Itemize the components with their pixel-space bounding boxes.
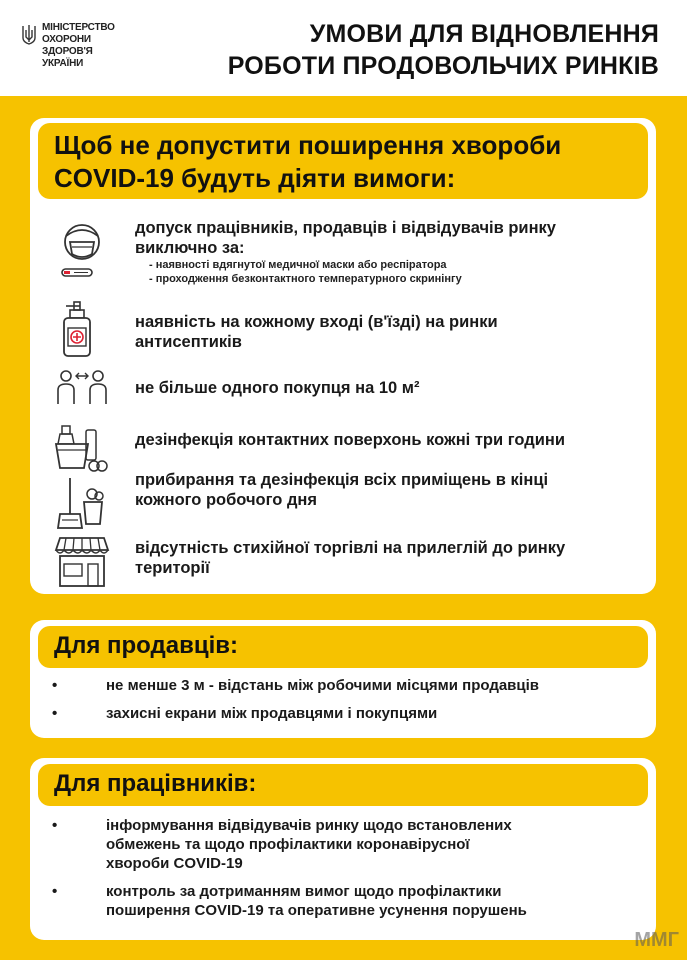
- ministry-logo: [22, 22, 115, 70]
- ministry-name: МІНІСТЕРСТВО ОХОРОНИ ЗДОРОВ'Я УКРАЇНИ: [42, 22, 115, 69]
- social-distance-icon: [52, 364, 112, 424]
- requirement-item: наявність на кожному вході (в'їзді) на ринки антисептиків: [30, 304, 656, 364]
- requirements-heading-box: [38, 123, 648, 199]
- header: [0, 0, 687, 96]
- requirement-item: не більше одного покупця на 10 м²: [30, 366, 656, 426]
- sanitizer-bottle-icon: [52, 300, 112, 360]
- market-stall-icon: [52, 534, 112, 594]
- requirement-item: допуск працівників, продавців і відвідувачів ринку виключно за: - наявності вдягнутої медичної маски або респіратора - проходження безконтактного температурного скринінгу: [30, 218, 656, 278]
- requirements-heading: Щоб не допустити поширення хвороби COVID-19 будуть діяти вимоги:: [54, 130, 562, 193]
- sellers-heading: Для продавців:: [54, 632, 239, 659]
- workers-heading-box: [38, 764, 648, 806]
- workers-card: Для працівників: • інформування відвідувачів ринку щодо встановлених обмежень та щодо профілактики коронавірусної хвороби COVID-19 • контроль за дотриманням вимог щодо профілактики поширення COVID-19 та оперативне усунення порушень: [30, 758, 656, 940]
- mask-face-thermometer-icon: [52, 220, 112, 280]
- page-title: УМОВИ ДЛЯ ВІДНОВЛЕННЯ РОБОТИ ПРОДОВОЛЬЧИХ РИНКІВ: [227, 20, 659, 80]
- requirement-item: відсутність стихійної торгівлі на прилеглій до ринку території: [30, 538, 656, 598]
- requirement-item: дезінфекція контактних поверхонь кожні три години: [30, 418, 656, 478]
- sellers-heading-box: [38, 626, 648, 668]
- requirements-card: [30, 118, 656, 594]
- watermark: ММГ: [634, 928, 679, 951]
- requirement-item: прибирання та дезінфекція всіх приміщень в кінці кожного робочого дня: [30, 470, 656, 530]
- cleaning-supplies-icon: [52, 416, 112, 476]
- workers-heading: Для працівників:: [54, 770, 257, 797]
- sellers-card: Для продавців: • не менше 3 м - відстань між робочими місцями продавців • захисні екрани між продавцями і покупцями: [30, 620, 656, 738]
- trident-icon: [22, 24, 36, 46]
- broom-bucket-icon: [52, 476, 112, 536]
